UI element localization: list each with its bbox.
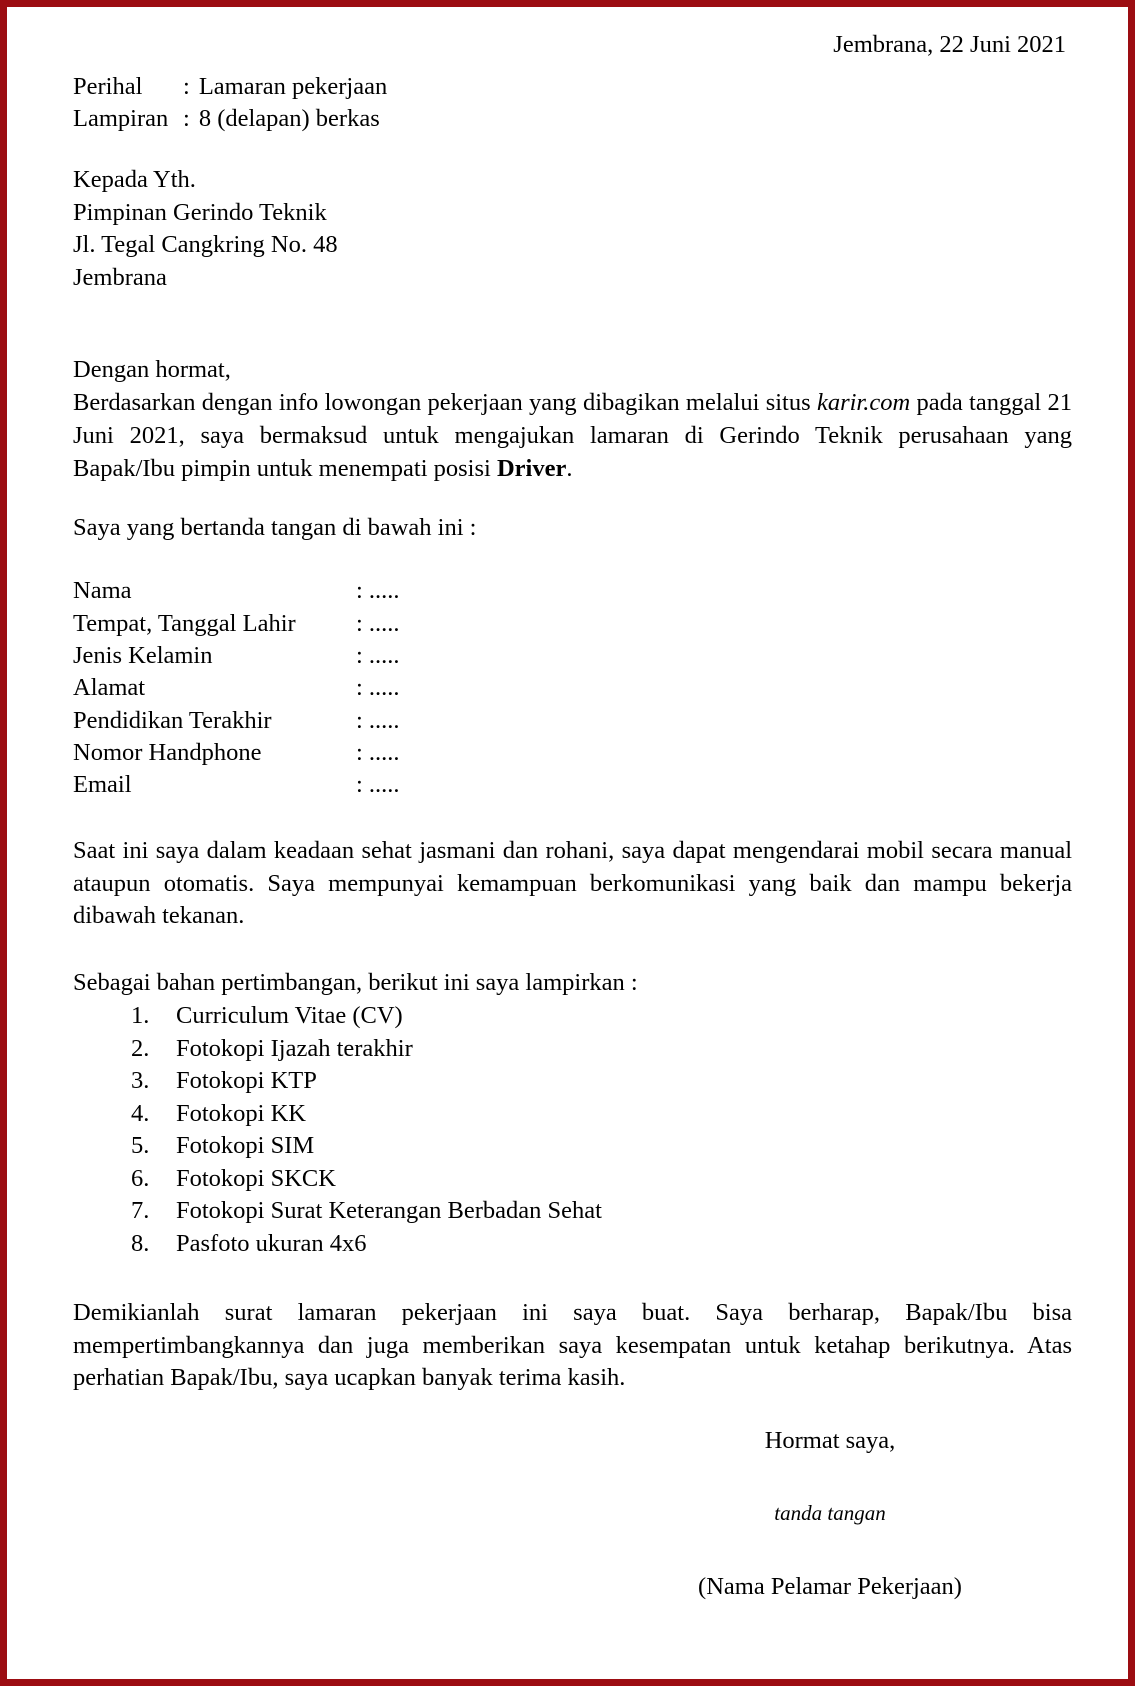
letter-sheet (7, 7, 1128, 1679)
addressee-line-1: Kepada Yth. (73, 166, 196, 194)
subject-gap (190, 71, 199, 103)
list-item-label: Pasfoto ukuran 4x6 (176, 1230, 367, 1258)
signature-closing: Hormat saya, (764, 1427, 896, 1455)
field-value: : ..... (356, 771, 400, 799)
intro-part-2: pada tanggal 21 Juni 2021, saya bermaksud untuk mengajukan lamaran di Gerindo Teknik perusahaan yang Bapak/Ibu pimpin untuk menempati posisi (73, 388, 1072, 482)
list-item (73, 1098, 1072, 1131)
list-item-label: Fotokopi KTP (176, 1067, 317, 1095)
field-value: : ..... (356, 674, 400, 702)
list-item-number: 8. (131, 1230, 150, 1258)
attachment-label: Lampiran (73, 105, 169, 133)
identity-intro: Saya yang bertanda tangan di bawah ini : (73, 513, 477, 541)
list-item-label: Fotokopi SIM (176, 1132, 315, 1160)
health-paragraph: Saat ini saya dalam keadaan sehat jasmani dan rohani, saya dapat mengendarai mobil secara manual ataupun otomatis. Saya mempunyai kemampuan berkomunikasi yang baik dan mampu bekerja dibawah tekanan. (73, 836, 1072, 930)
field-label: Email (73, 771, 132, 799)
field-row-email (73, 769, 1072, 801)
list-item (73, 1130, 1072, 1163)
attachments-intro: Sebagai bahan pertimbangan, berikut ini saya lampirkan : (73, 969, 638, 997)
field-value: : ..... (356, 738, 400, 766)
list-item-number: 6. (131, 1164, 150, 1192)
subject-row (73, 71, 1072, 103)
list-item-number: 3. (131, 1067, 150, 1095)
field-row-tempat-tanggal-lahir (73, 608, 1072, 640)
field-label: Tempat, Tanggal Lahir (73, 609, 296, 637)
list-item (73, 1228, 1072, 1261)
list-item (73, 1195, 1072, 1228)
signer-name-placeholder: (Nama Pelamar Pekerjaan) (698, 1573, 962, 1601)
salutation: Dengan hormat, (73, 356, 231, 384)
identity-fields (73, 575, 1072, 801)
addressee-line-4: Jembrana (73, 263, 167, 291)
list-item (73, 1000, 1072, 1033)
subject-label: Perihal (73, 73, 143, 101)
field-label: Pendidikan Terakhir (73, 706, 272, 734)
list-item-number: 2. (131, 1034, 150, 1062)
field-value: : ..... (356, 641, 400, 669)
health-paragraph-block (73, 835, 1072, 934)
field-row-nomor-handphone (73, 737, 1072, 769)
field-row-nama (73, 575, 1072, 607)
intro-part-1: Berdasarkan dengan info lowongan pekerjaan yang dibagikan melalui situs (73, 388, 817, 416)
list-item-label: Curriculum Vitae (CV) (176, 1001, 403, 1029)
signature-placeholder: tanda tangan (774, 1501, 886, 1526)
addressee-line-2: Pimpinan Gerindo Teknik (73, 198, 327, 226)
intro-part-3: . (566, 454, 573, 482)
list-item-number: 5. (131, 1132, 150, 1160)
field-row-alamat (73, 672, 1072, 704)
addressee-block (73, 164, 1072, 294)
list-item (73, 1033, 1072, 1066)
attachment-row (73, 103, 1072, 135)
subject-separator: : (183, 73, 190, 101)
intro-paragraph (73, 387, 1072, 486)
list-item-number: 1. (131, 1001, 150, 1029)
date-line: Jembrana, 22 Juni 2021 (833, 31, 1066, 58)
attachment-gap (190, 103, 199, 135)
list-item-label: Fotokopi KK (176, 1099, 307, 1127)
attachments-list (73, 1000, 1072, 1261)
site-name: karir.com (816, 388, 911, 416)
letter-meta (73, 71, 1072, 135)
closing-paragraph: Demikianlah surat lamaran pekerjaan ini saya buat. Saya berharap, Bapak/Ibu bisa mempertimbangkannya dan juga memberikan saya kesempatan untuk ketahap berikutnya. Atas perhatian Bapak/Ibu, saya ucapkan banyak terima kasih. (73, 1298, 1072, 1392)
list-item-number: 4. (131, 1099, 150, 1127)
list-item-label: Fotokopi Ijazah terakhir (176, 1034, 413, 1062)
field-label: Nomor Handphone (73, 738, 262, 766)
attachment-separator: : (183, 105, 190, 133)
attachment-value: 8 (delapan) berkas (198, 105, 380, 133)
field-label: Jenis Kelamin (73, 641, 213, 669)
list-item-label: Fotokopi SKCK (176, 1164, 336, 1192)
closing-paragraph-block (73, 1297, 1072, 1396)
list-item (73, 1163, 1072, 1196)
list-item-label: Fotokopi Surat Keterangan Berbadan Sehat (176, 1197, 602, 1225)
field-value: : ..... (356, 577, 400, 605)
field-row-jenis-kelamin (73, 640, 1072, 672)
field-row-pendidikan-terakhir (73, 705, 1072, 737)
field-value: : ..... (356, 609, 400, 637)
field-value: : ..... (356, 706, 400, 734)
field-label: Nama (73, 577, 132, 605)
list-item-number: 7. (131, 1197, 150, 1225)
addressee-line-3: Jl. Tegal Cangkring No. 48 (73, 231, 338, 259)
subject-value: Lamaran pekerjaan (198, 73, 388, 101)
signature-block (620, 1425, 1040, 1603)
field-label: Alamat (73, 674, 146, 702)
position-name: Driver (496, 454, 567, 482)
list-item (73, 1065, 1072, 1098)
